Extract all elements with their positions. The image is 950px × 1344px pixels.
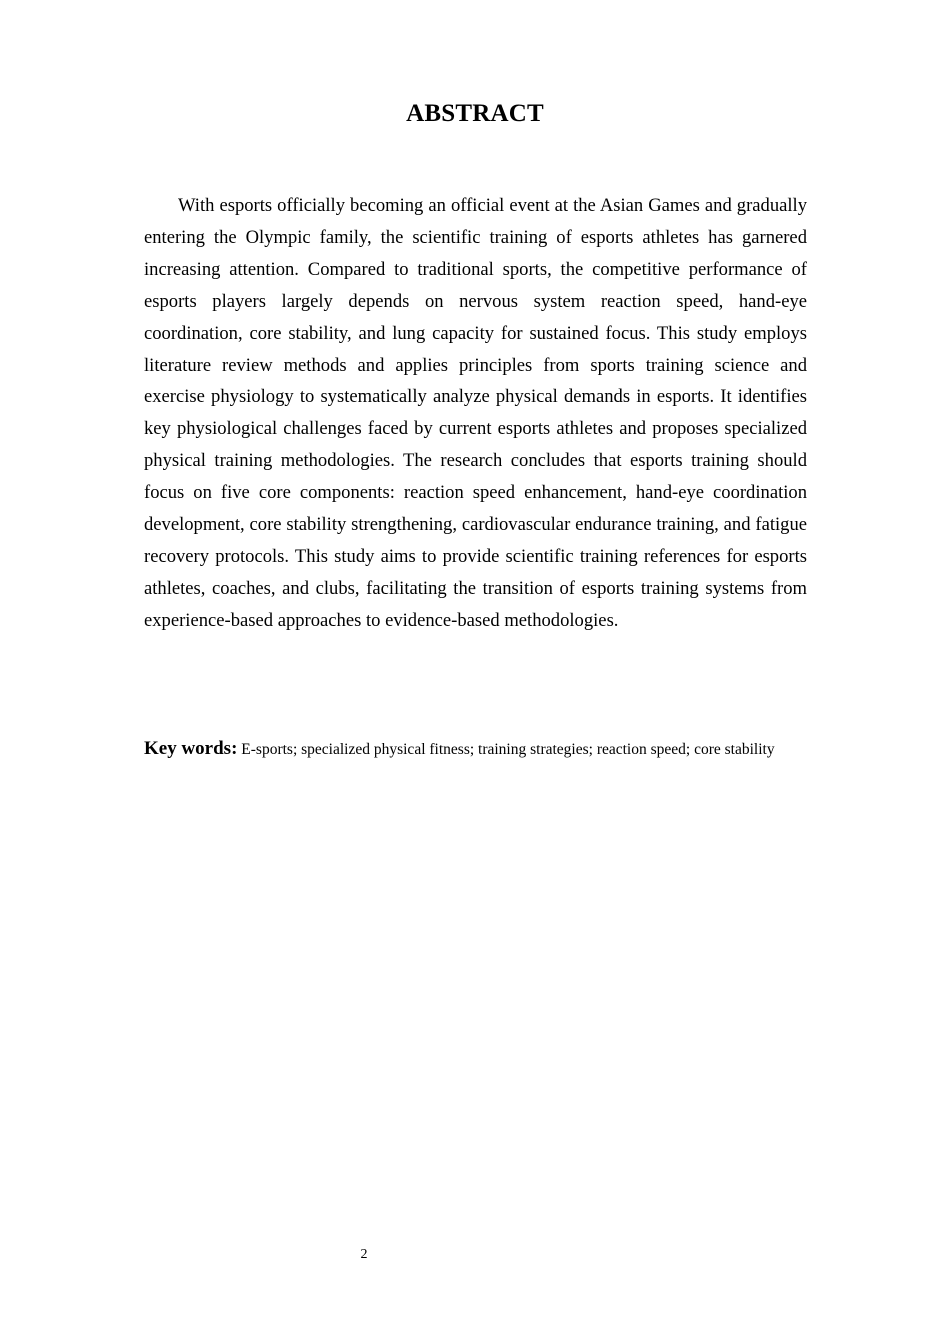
page-number: 2 (360, 1247, 368, 1262)
keywords-list: E-sports; specialized physical fitness; training strategies; reaction speed; core stability (241, 741, 775, 758)
abstract-body: With esports officially becoming an official event at the Asian Games and gradually entering the Olympic family, the scientific training of esports athletes has garnered increasing attention. Compared to traditional sports, the competitive performance of esports players largely depends on nervous system reaction speed, hand-eye coordination, core stability, and lung capacity for sustained focus. This study employs literature review methods and applies principles from sports training science and exercise physiology to systematically analyze physical demands in esports. It identifies key physiological challenges faced by current esports athletes and proposes specialized physical training methodologies. The research concludes that esports training should focus on five core components: reaction speed enhancement, hand-eye coordination development, core stability strengthening, cardiovascular endurance training, and fatigue recovery protocols. This study aims to provide scientific training references for esports athletes, coaches, and clubs, facilitating the transition of esports training systems from experience-based approaches to evidence-based methodologies. (144, 195, 807, 631)
keywords-label: Key words: (144, 738, 238, 759)
keywords-paragraph (144, 737, 807, 762)
abstract-title: ABSTRACT (406, 100, 544, 127)
